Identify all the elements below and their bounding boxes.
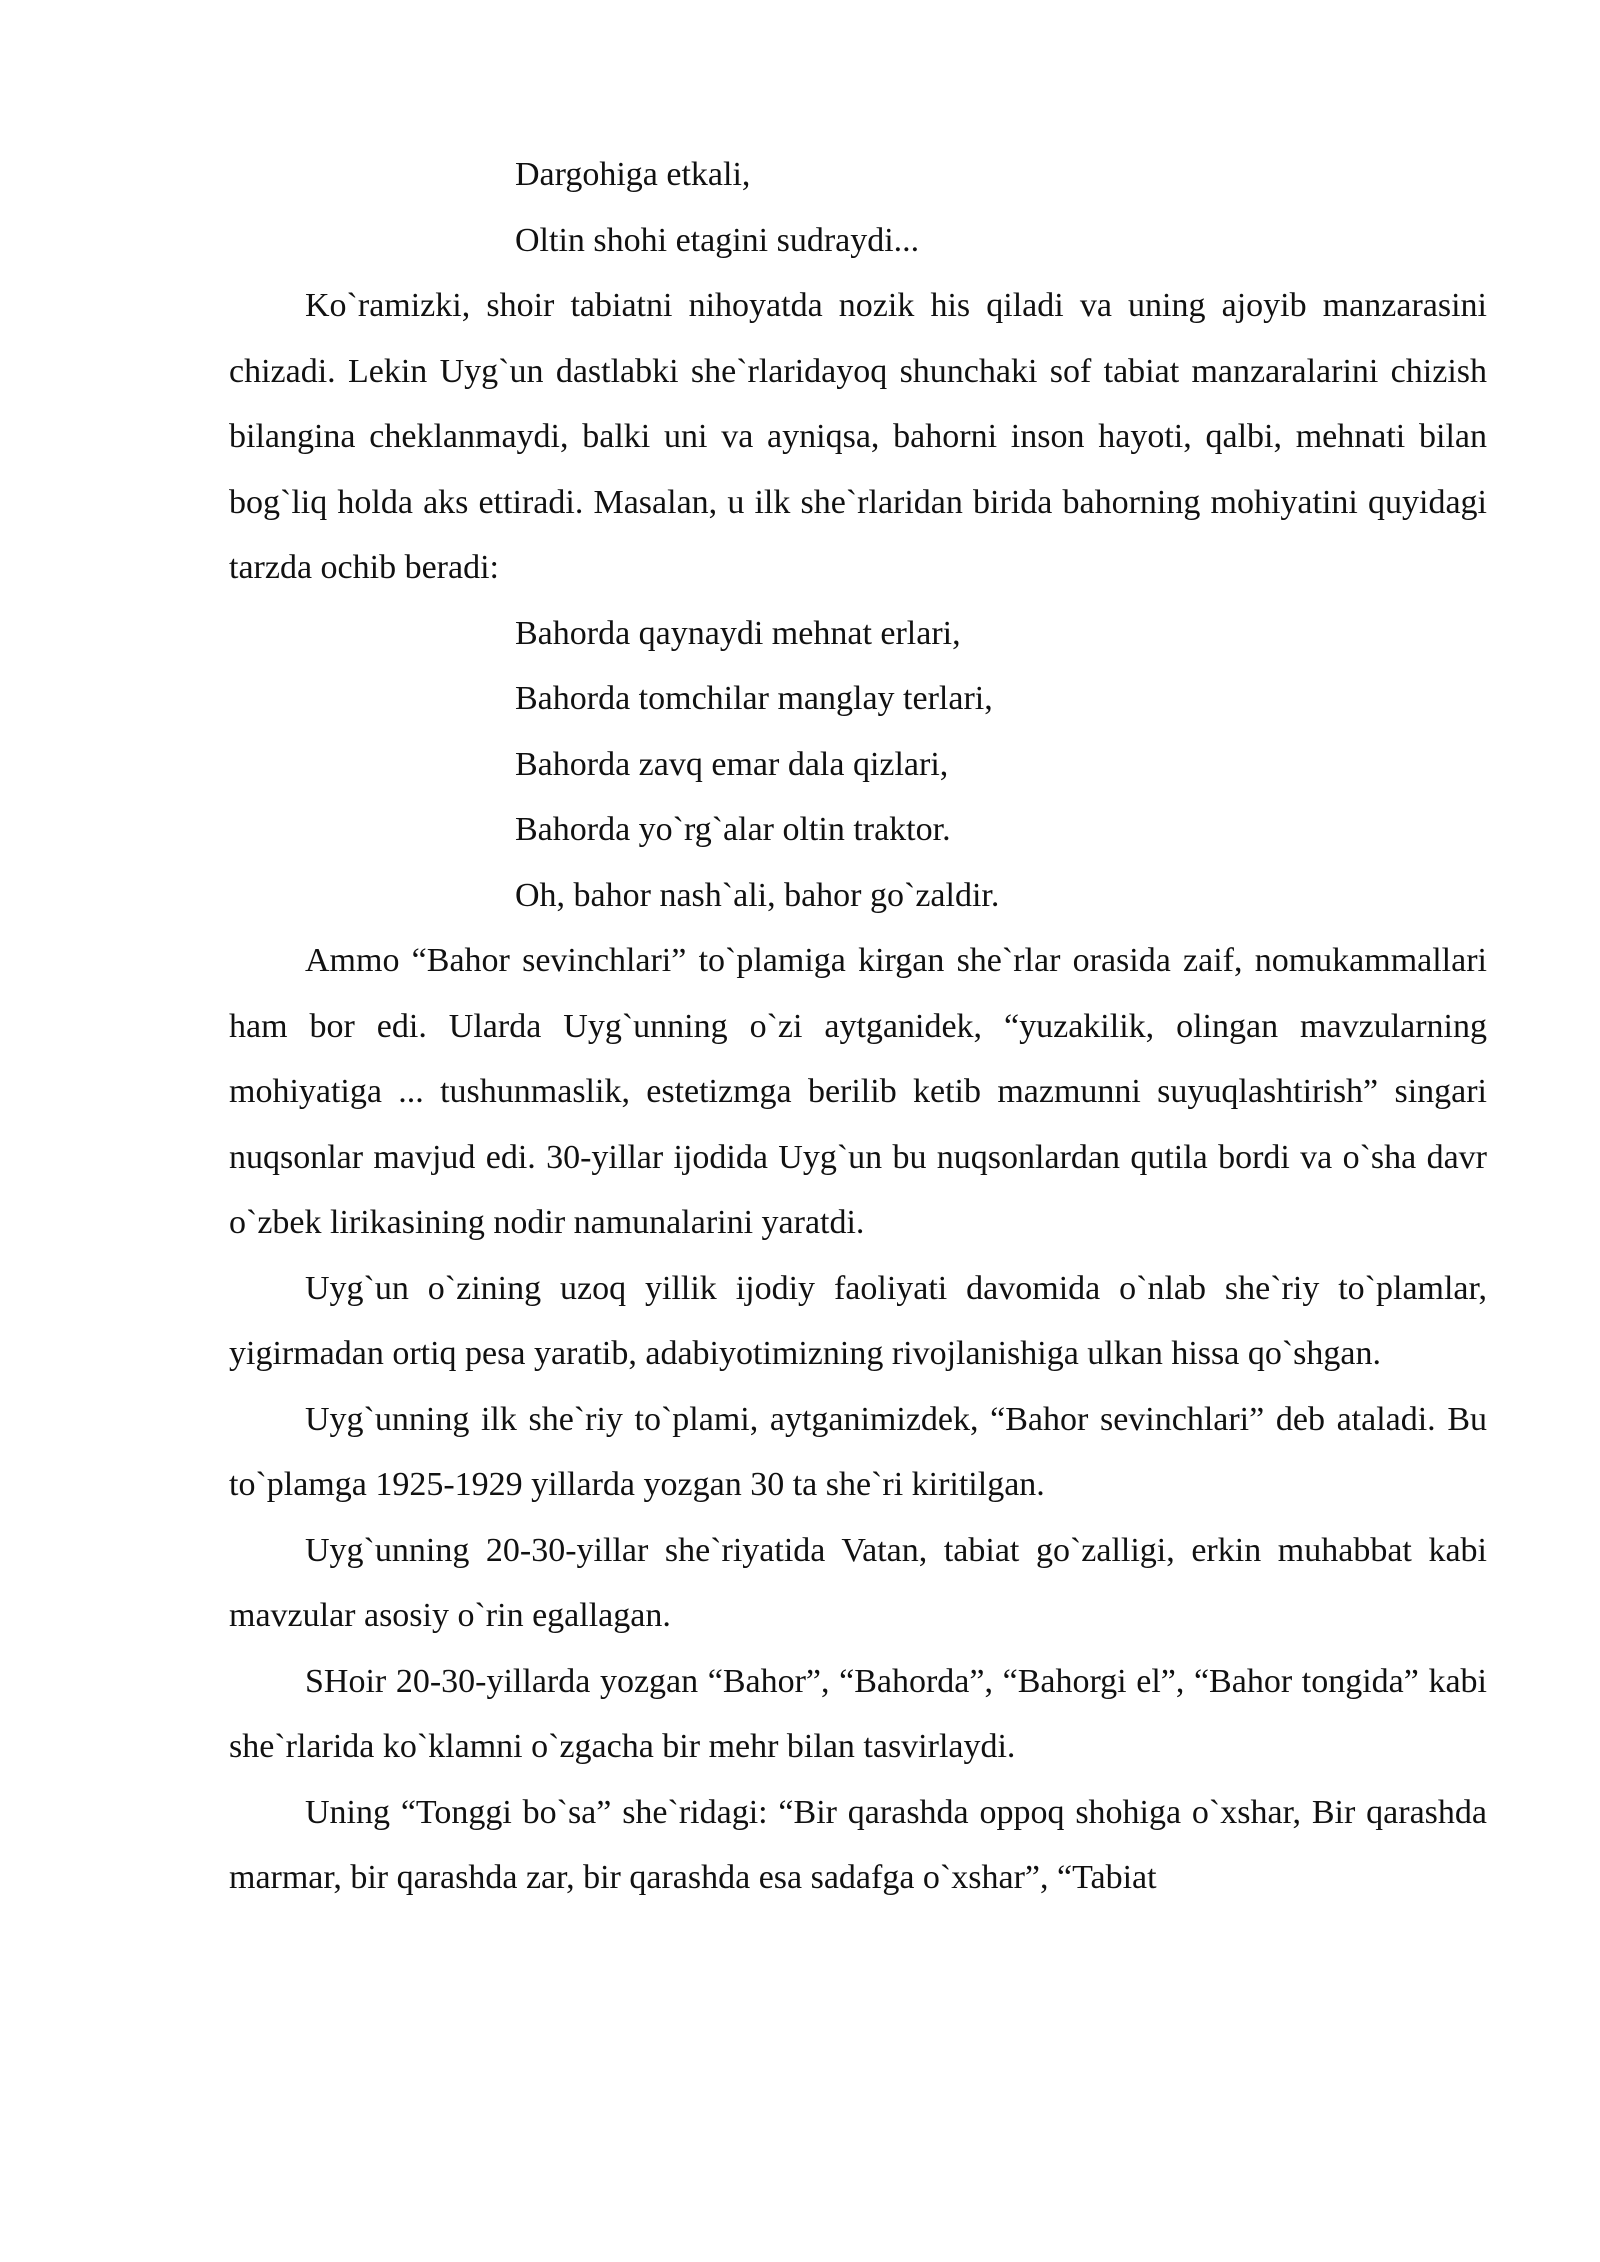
paragraph: Ko`ramizki, shoir tabiatni nihoyatda nozik his qiladi va uning ajoyib manzarasini chizadi. Lekin Uyg`un dastlabki she`rlaridayoq shunchaki sof tabiat manzaralarini chizish bilangina cheklanmaydi, balki uni va ayniqsa, bahorni inson hayoti, qalbi, mehnati bilan bog`liq holda aks ettiradi. Masalan, u ilk she`rlaridan birida bahorning mohiyatini quyidagi tarzda ochib beradi: (229, 287, 1487, 586)
paragraph: Uyg`unning ilk she`riy to`plami, aytganimizdek, “Bahor sevinchlari” deb ataladi. Bu to`plamga 1925-1929 yillarda yozgan 30 ta she`ri kiritilgan. (229, 1400, 1487, 1503)
paragraph: Ammo “Bahor sevinchlari” to`plamiga kirgan she`rlar orasida zaif, nomukammallari ham bor edi. Ularda Uyg`unning o`zi aytganidek, “yuzakilik, olingan mavzularning mohiyatiga ... tushunmaslik, estetizmga berilib ketib mazmunni suyuqlashtirish” singari nuqsonlar mavjud edi. 30-yillar ijodida Uyg`un bu nuqsonlardan qutila bordi va o`sha davr o`zbek lirikasining nodir namunalarini yaratdi. (229, 942, 1487, 1241)
paragraph: Uning “Tonggi bo`sa” she`ridagi: “Bir qarashda oppoq shohiga o`xshar, Bir qarashda marmar, bir qarashda zar, bir qarashda esa sadafga o`xshar”, “Tabiat (229, 1793, 1487, 1896)
verse-block (229, 142, 1487, 273)
paragraph: Uyg`un o`zining uzoq yillik ijodiy faoliyati davomida o`nlab she`riy to`plamlar, yigirmadan ortiq pesa yaratib, adabiyotimizning rivojlanishiga ulkan hissa qo`shgan. (229, 1269, 1487, 1372)
verse-line: Dargohiga etkali, (515, 156, 751, 193)
page-content (229, 142, 1487, 1911)
verse-line: Bahorda zavq emar dala qizlari, (515, 745, 949, 783)
paragraph: SHoir 20-30-yillarda yozgan “Bahor”, “Bahorda”, “Bahorgi el”, “Bahor tongida” kabi she`rlarida ko`klamni o`zgacha bir mehr bilan tasvirlaydi. (229, 1662, 1487, 1765)
paragraph: Uyg`unning 20-30-yillar she`riyatida Vatan, tabiat go`zalligi, erkin muhabbat kabi mavzular asosiy o`rin egallagan. (229, 1531, 1487, 1634)
verse-block (229, 601, 1487, 929)
verse-line: Oltin shohi etagini sudraydi... (515, 221, 920, 259)
verse-line: Oh, bahor nash`ali, bahor go`zaldir. (515, 876, 1000, 914)
verse-line: Bahorda tomchilar manglay terlari, (515, 680, 993, 717)
verse-line: Bahorda yo`rg`alar oltin traktor. (515, 811, 951, 848)
verse-line: Bahorda qaynaydi mehnat erlari, (515, 614, 961, 652)
